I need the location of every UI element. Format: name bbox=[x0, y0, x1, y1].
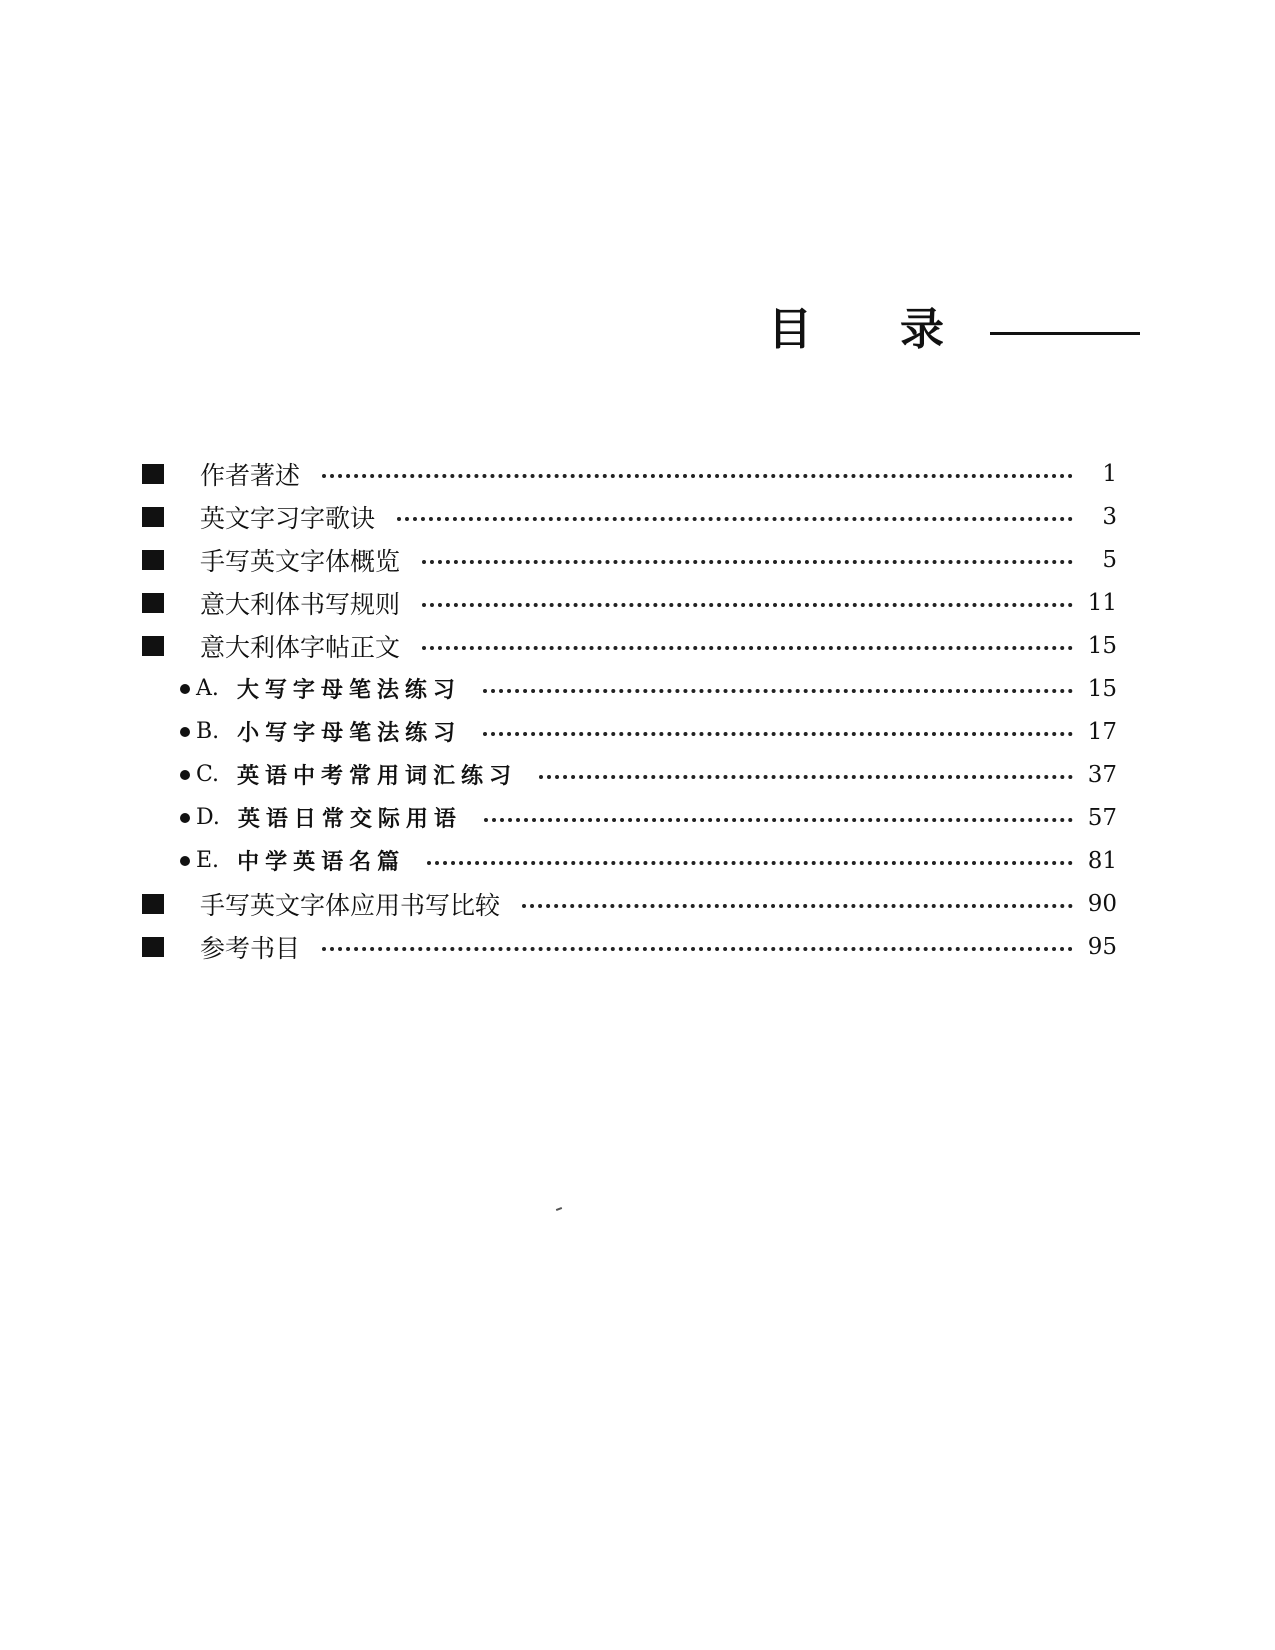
toc-row[interactable] bbox=[142, 624, 1117, 667]
dot-leader bbox=[397, 517, 1073, 521]
toc-sub-letter: B. bbox=[196, 719, 220, 744]
toc-page-number: 90 bbox=[1087, 890, 1117, 917]
toc-label: 英文字习字歌诀 bbox=[200, 503, 376, 533]
toc-sub-letter: A. bbox=[196, 676, 219, 701]
dot-leader bbox=[539, 775, 1073, 779]
toc-subrow[interactable] bbox=[142, 667, 1117, 710]
toc-page-number: 17 bbox=[1087, 718, 1117, 745]
dot-leader bbox=[522, 904, 1073, 908]
toc-page-number: 15 bbox=[1087, 675, 1117, 702]
round-bullet-icon bbox=[180, 856, 190, 866]
dot-leader bbox=[422, 560, 1073, 564]
title-char-lu: 录 bbox=[900, 304, 944, 355]
scan-speck bbox=[556, 1207, 562, 1211]
round-bullet-icon bbox=[180, 813, 190, 823]
toc-row[interactable] bbox=[142, 925, 1117, 968]
toc-sub-letter: D. bbox=[196, 805, 220, 830]
toc-page-number: 3 bbox=[1102, 503, 1117, 530]
title-rule bbox=[990, 332, 1140, 335]
square-bullet-icon bbox=[142, 550, 164, 570]
toc-page-number: 57 bbox=[1087, 804, 1117, 831]
toc-label: 作者著述 bbox=[200, 460, 301, 490]
toc-row[interactable] bbox=[142, 581, 1117, 624]
toc-page-number: 5 bbox=[1102, 546, 1117, 573]
square-bullet-icon bbox=[142, 593, 164, 613]
square-bullet-icon bbox=[142, 937, 164, 957]
toc-label: 中学英语名篇 bbox=[237, 849, 406, 875]
page-title bbox=[768, 300, 944, 360]
toc-page-number: 11 bbox=[1087, 589, 1117, 616]
title-char-mu: 目 bbox=[768, 304, 812, 355]
toc-label: 大写字母笔法练习 bbox=[236, 677, 461, 703]
toc-label: 参考书目 bbox=[200, 933, 301, 963]
toc-label: 小写字母笔法练习 bbox=[237, 720, 462, 746]
square-bullet-icon bbox=[142, 507, 164, 527]
toc-page-number: 1 bbox=[1102, 460, 1117, 487]
toc-sub-letter: C. bbox=[196, 762, 220, 787]
dot-leader bbox=[322, 947, 1073, 951]
toc-label: 意大利体字帖正文 bbox=[200, 632, 401, 662]
dot-leader bbox=[422, 603, 1073, 607]
toc-page-number: 37 bbox=[1087, 761, 1117, 788]
square-bullet-icon bbox=[142, 464, 164, 484]
square-bullet-icon bbox=[142, 636, 164, 656]
dot-leader bbox=[322, 474, 1073, 478]
dot-leader bbox=[484, 818, 1073, 822]
dot-leader bbox=[422, 646, 1073, 650]
toc-page-number: 15 bbox=[1087, 632, 1117, 659]
dot-leader bbox=[483, 732, 1073, 736]
toc-label: 手写英文字体应用书写比较 bbox=[200, 890, 501, 920]
round-bullet-icon bbox=[180, 727, 190, 737]
toc-subrow[interactable] bbox=[142, 839, 1117, 882]
toc-subrow[interactable] bbox=[142, 796, 1117, 839]
round-bullet-icon bbox=[180, 770, 190, 780]
toc-row[interactable] bbox=[142, 495, 1117, 538]
toc-row[interactable] bbox=[142, 538, 1117, 581]
toc-subrow[interactable] bbox=[142, 710, 1117, 753]
dot-leader bbox=[483, 689, 1073, 693]
toc-label: 手写英文字体概览 bbox=[200, 546, 401, 576]
square-bullet-icon bbox=[142, 894, 164, 914]
round-bullet-icon bbox=[180, 684, 190, 694]
table-of-contents bbox=[142, 452, 1117, 968]
toc-label: 英语日常交际用语 bbox=[237, 806, 462, 832]
toc-label: 英语中考常用词汇练习 bbox=[237, 763, 518, 789]
toc-sub-letter: E. bbox=[196, 848, 220, 873]
dot-leader bbox=[427, 861, 1073, 865]
toc-row[interactable] bbox=[142, 882, 1117, 925]
toc-row[interactable] bbox=[142, 452, 1117, 495]
toc-page-number: 95 bbox=[1087, 933, 1117, 960]
toc-label: 意大利体书写规则 bbox=[200, 589, 401, 619]
toc-page-number: 81 bbox=[1087, 847, 1117, 874]
toc-subrow[interactable] bbox=[142, 753, 1117, 796]
